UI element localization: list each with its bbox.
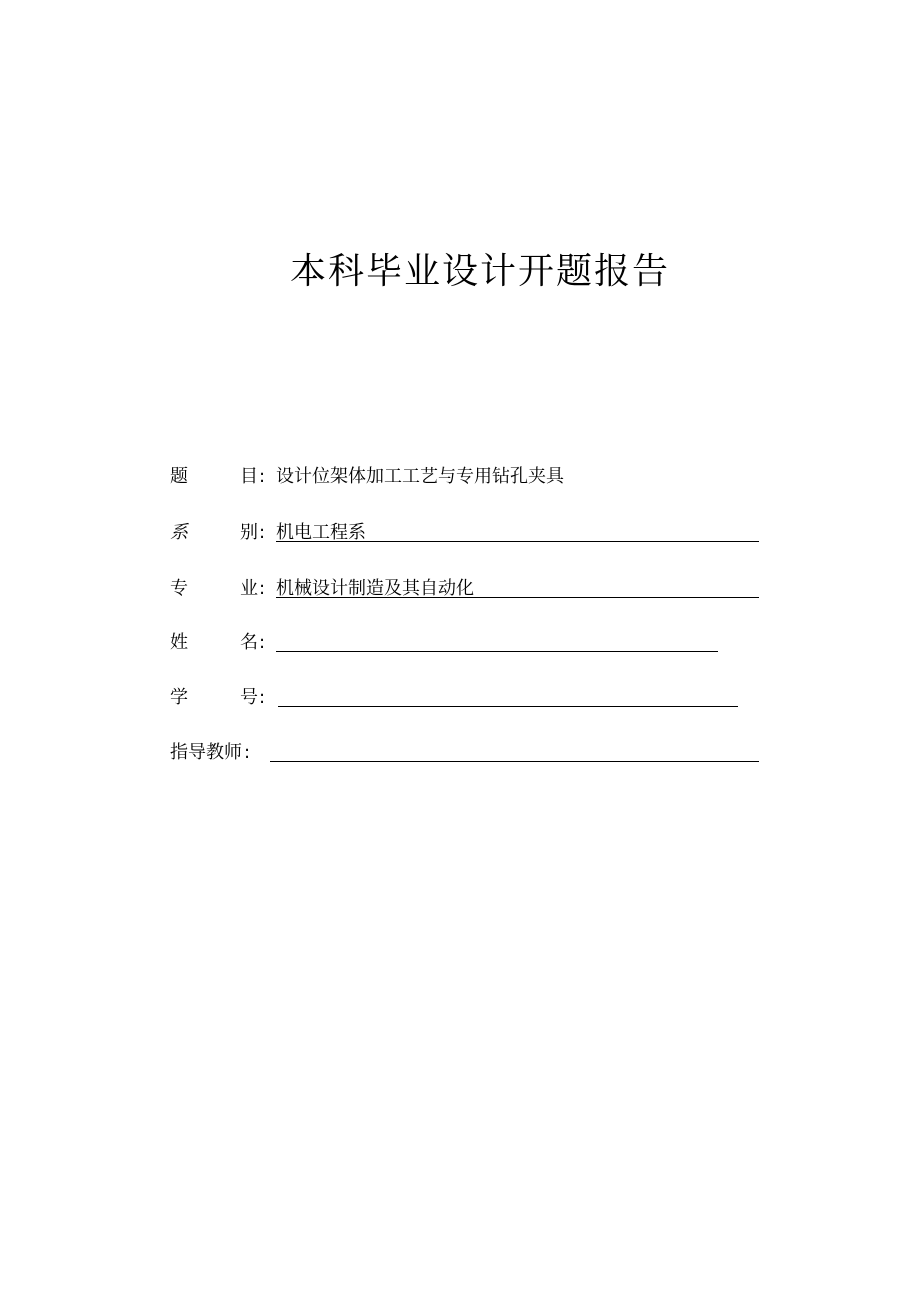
major-label-1: 专 <box>170 578 188 599</box>
advisor-underline <box>270 761 759 762</box>
topic-label-1: 题 <box>170 466 188 487</box>
topic-value[interactable]: 设计位架体加工工艺与专用钻孔夹具 <box>276 466 564 487</box>
field-major <box>170 574 760 604</box>
topic-colon: : <box>259 466 266 487</box>
name-label-2: 名 <box>240 632 258 653</box>
major-label-2: 业 <box>240 578 258 599</box>
department-value[interactable]: 机电工程系 <box>276 522 366 543</box>
field-topic <box>170 462 770 492</box>
report-title: 本科毕业设计开题报告 <box>289 251 670 292</box>
field-student-id <box>170 683 750 713</box>
advisor-label: 指导教师 <box>170 742 242 763</box>
student-id-underline <box>278 706 738 707</box>
field-name <box>170 628 730 658</box>
advisor-colon: : <box>244 742 251 763</box>
field-department <box>170 518 760 548</box>
name-label-1: 姓 <box>170 632 188 653</box>
department-label-1: 系 <box>170 522 188 543</box>
field-advisor <box>170 738 760 768</box>
student-id-label-2: 号 <box>240 687 258 708</box>
student-id-label-1: 学 <box>170 687 188 708</box>
topic-label-2: 目 <box>240 466 258 487</box>
department-label-2: 别 <box>240 522 258 543</box>
name-underline <box>276 651 718 652</box>
name-colon: : <box>259 632 266 653</box>
student-id-colon: : <box>259 687 266 708</box>
major-colon: : <box>259 578 266 599</box>
department-underline <box>276 541 759 542</box>
department-colon: : <box>259 522 266 543</box>
major-underline <box>276 597 759 598</box>
major-value[interactable]: 机械设计制造及其自动化 <box>276 578 474 599</box>
